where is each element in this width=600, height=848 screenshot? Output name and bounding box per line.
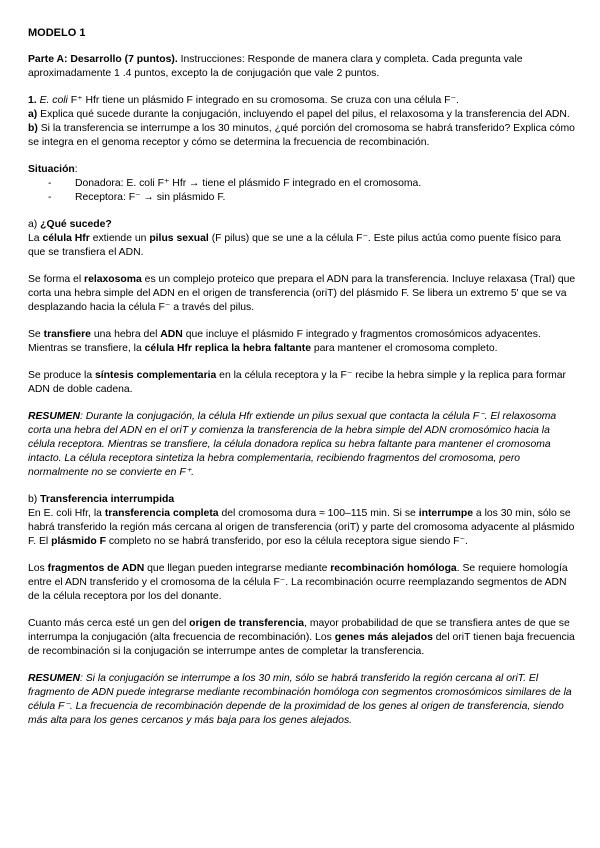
document-page — [28, 26, 576, 741]
text-run: que llegan pueden integrarse mediante — [144, 563, 331, 574]
question-intro-text: F⁺ Hfr tiene un plásmido F integrado en su cromosoma. Se cruza con una célula F⁻. — [70, 95, 459, 106]
text-run: completo no se habrá transferido, por eso la célula receptora sigue siendo F⁻. — [105, 536, 468, 547]
text-run: para mantener el cromosoma completo. — [310, 343, 498, 354]
text-run: Se — [28, 329, 44, 340]
question-1b — [28, 122, 576, 150]
part-a-text: Instrucciones: Responde de manera clara y completa. Cada pregunta vale aproximadamente 1 .4 puntos, excepto la de conjugación que vale 2 puntos. — [28, 54, 523, 79]
text-run: del oriT tienen baja frecuencia de recombinación si la conjugación se interrumpe antes de completar la transferencia. — [28, 632, 575, 657]
section-a-heading — [28, 218, 576, 232]
section-b-paragraph-3 — [28, 617, 576, 659]
text-run: que incluye el plásmido F integrado y fragmentos cromosómicos adyacentes. Mientras se transfiere, la — [28, 329, 541, 354]
text-run: (F pilus) que se une a la célula F⁻. Este pilus actúa como puente físico para que se transfiera el ADN. — [28, 233, 561, 258]
bold-term: transfiere — [43, 329, 91, 340]
summary-label: RESUMEN — [28, 673, 80, 684]
text-run: . Se requiere homología entre el ADN transferido y el cromosoma de la célula F⁻. La recombinación ocurre reemplazando segmentos de ADN de la célula receptora por los del donante. — [28, 563, 568, 602]
question-number: 1. — [28, 95, 37, 106]
species-name: E. coli — [39, 95, 68, 106]
summary-label: RESUMEN — [28, 411, 80, 422]
text-run: Se produce la — [28, 370, 96, 381]
question-1b-label: b) — [28, 123, 38, 134]
section-b-paragraph-1 — [28, 507, 576, 549]
text-run: , mayor probabilidad de que se transfiera antes de que se interrumpa la conjugación (alta frecuencia de recombinación). Los — [28, 618, 570, 643]
bold-term: relaxosoma — [84, 274, 142, 285]
text-run: en la célula receptora y la F⁻ recibe la hebra simple y la replica para formar ADN de doble cadena. — [28, 370, 566, 395]
bold-term: síntesis complementaria — [95, 370, 217, 381]
text-run: una hebra del — [90, 329, 161, 340]
situation-colon: : — [74, 164, 78, 175]
question-1b-text: Si la transferencia se interrumpe a los 30 minutos, ¿qué porción del cromosoma se habrá transferido? Explica cómo se integra en el genoma receptor y cómo se determina la frecuencia de recombinación. — [28, 123, 575, 148]
text-run: La — [28, 233, 43, 244]
section-b-prefix: b) — [28, 494, 41, 505]
bold-term: pilus sexual — [149, 233, 209, 244]
bold-term: ADN — [160, 329, 183, 340]
question-1 — [28, 94, 576, 150]
section-b-summary — [28, 672, 576, 728]
section-a-summary — [28, 410, 576, 480]
bold-term: transferencia completa — [104, 508, 219, 519]
section-a-title: ¿Qué sucede? — [40, 219, 112, 230]
bold-term: genes más alejados — [334, 632, 433, 643]
situation-list — [28, 177, 576, 205]
part-a-label: Parte A: Desarrollo (7 puntos). — [28, 54, 178, 65]
section-a-prefix: a) — [28, 219, 41, 230]
bold-term: célula Hfr — [42, 233, 90, 244]
bold-term: recombinación homóloga — [330, 563, 457, 574]
bold-term: interrumpe — [418, 508, 474, 519]
text-run: En E. coli Hfr, la — [28, 508, 105, 519]
bold-term: fragmentos de ADN — [47, 563, 145, 574]
text-run: del cromosoma dura ≈ 100–115 min. Si se — [218, 508, 419, 519]
text-run: Se forma el — [28, 274, 85, 285]
section-b-paragraph-2 — [28, 562, 576, 604]
section-b — [28, 493, 576, 549]
text-run: es un complejo proteico que prepara el ADN para la transferencia. Incluye relaxasa (TraI) que corta una hebra simple del ADN en el origen de transferencia (oriT) del plásmido F. Se libera un extremo 5' que se va desplazando hacia la célula F⁻ a través del pilus. — [28, 274, 576, 313]
text-run: Cuanto más cerca esté un gen del — [28, 618, 190, 629]
question-1a-label: a) — [28, 109, 38, 120]
bold-term: origen de transferencia — [189, 618, 305, 629]
question-1a — [28, 108, 576, 122]
situation-label: Situación — [28, 164, 75, 175]
part-a-instructions — [28, 53, 576, 81]
situation-heading — [28, 163, 576, 177]
bold-term: plásmido F — [51, 536, 106, 547]
section-b-title: Transferencia interrumpida — [40, 494, 175, 505]
document-title: MODELO 1 — [28, 27, 86, 39]
text-run: extiende un — [89, 233, 150, 244]
section-a-paragraph-1 — [28, 232, 576, 260]
section-a-paragraph-4 — [28, 369, 576, 397]
summary-text: : Durante la conjugación, la célula Hfr extiende un pilus sexual que contacta la célula F⁻. El relaxosoma corta una hebra del ADN en el oriT y comienza la transferencia de la hebra simple del ADN cromosómico hacia la célula receptora. Mientras se transfiere, la célula donadora replica su hebra faltante para mantener el cromosoma intacto. La célula receptora sintetiza la hebra complementaria, recibiendo fragmentos del cromosoma, pero normalmente no se convierte en F⁺. — [28, 411, 557, 478]
list-item: - Receptora: F⁻ → sin plásmido F. — [28, 191, 576, 205]
list-item: - Donadora: E. coli F⁺ Hfr → tiene el plásmido F integrado en el cromosoma. — [28, 177, 576, 191]
section-a-paragraph-2 — [28, 273, 576, 315]
section-a — [28, 218, 576, 260]
section-b-heading — [28, 493, 576, 507]
text-run: Los — [28, 563, 48, 574]
bold-term: célula Hfr replica la hebra faltante — [144, 343, 311, 354]
question-1a-text: Explica qué sucede durante la conjugación, incluyendo el papel del pilus, el relaxosoma y la transferencia del ADN. — [37, 109, 570, 120]
section-a-paragraph-3 — [28, 328, 576, 356]
summary-text: : Si la conjugación se interrumpe a los 30 min, sólo se habrá transferido la región cercana al oriT. El fragmento de ADN puede integrarse mediante recombinación homóloga con segmentos cromosómicos similares de la célula F⁻. La frecuencia de recombinación depende de la proximidad de los genes al origen de transferencia, siendo más alta para los genes cercanos y más baja para los genes alejados. — [28, 673, 572, 726]
question-1-intro — [28, 94, 576, 108]
text-run: a los 30 min, sólo se habrá transferido la región más cercana al origen de transferencia (oriT) y parte del cromosoma adyacente al plásmido F. El — [28, 508, 575, 547]
